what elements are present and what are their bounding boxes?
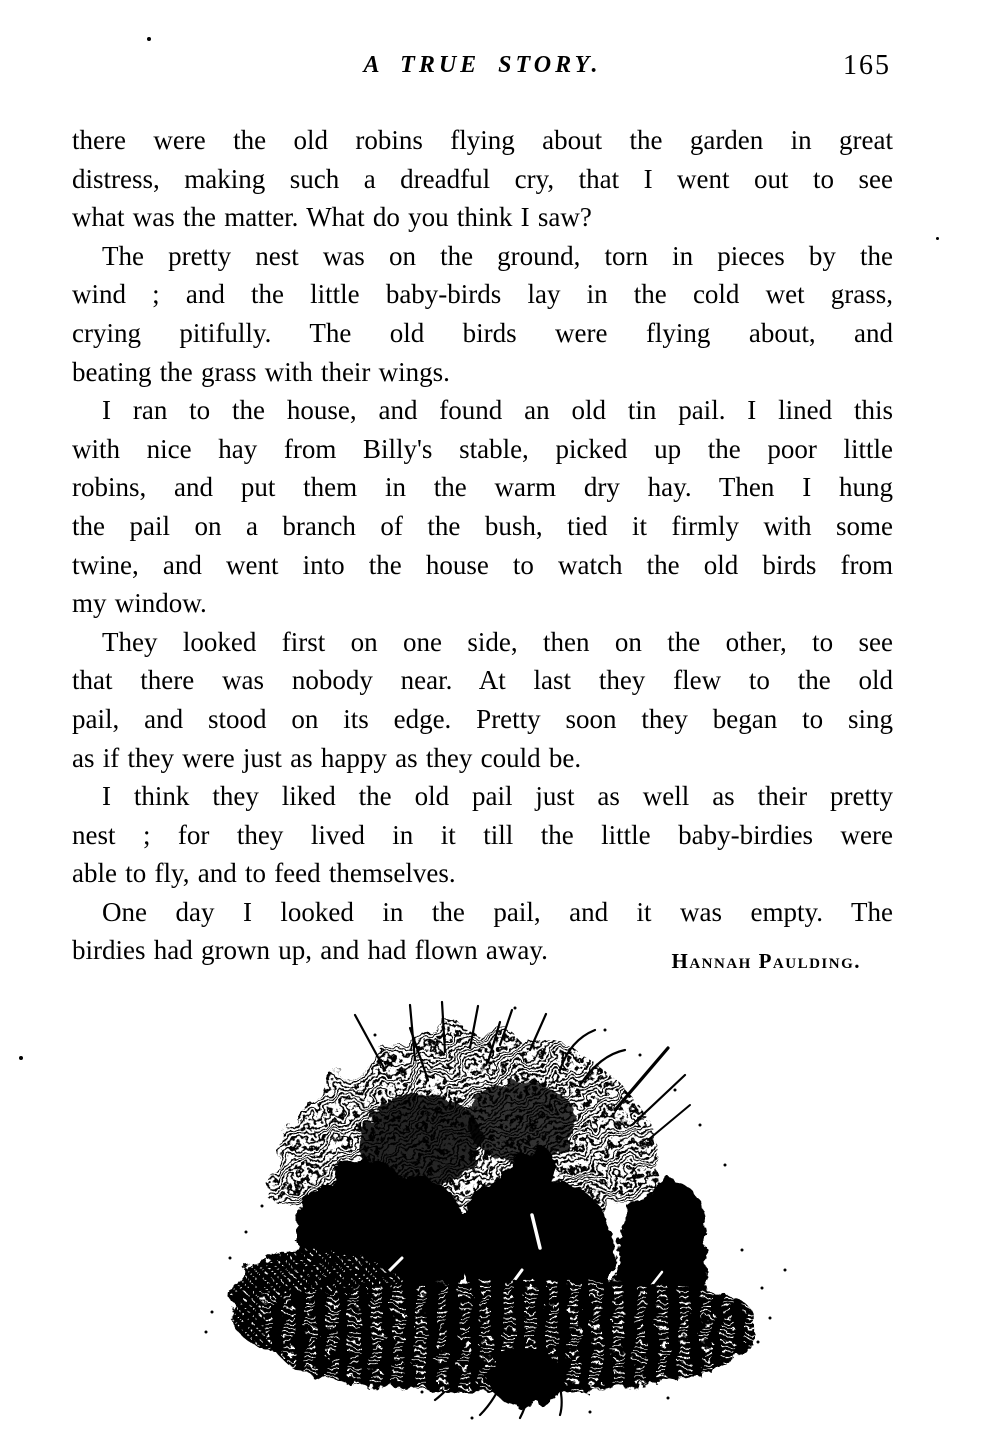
- text-line: twine, and went into the house to watch the old birds from: [72, 549, 893, 580]
- text-line: One day I looked in the pail, and it was empty. The: [102, 896, 893, 927]
- text-line: able to fly, and to feed themselves.: [72, 858, 456, 889]
- text-line: distress, making such a dreadful cry, that I went out to see: [72, 163, 893, 194]
- text-line: what was the matter. What do you think I saw?: [72, 202, 592, 233]
- text-line: my window.: [72, 588, 207, 619]
- text-line: robins, and put them in the warm dry hay. Then I hung: [72, 472, 893, 503]
- text-line: as if they were just as happy as they could be.: [72, 742, 582, 773]
- author-attribution: Hannah Paulding.: [671, 949, 861, 973]
- robins-engraving-illustration: [170, 1000, 830, 1425]
- paragraph: [72, 391, 893, 623]
- text-line: birdies had grown up, and had flown away.: [72, 935, 548, 966]
- paragraph: [72, 777, 893, 893]
- paragraph: [72, 237, 893, 391]
- ink-speck: [19, 1056, 23, 1060]
- text-line: I think they liked the old pail just as well as their pretty: [102, 781, 893, 812]
- text-line: there were the old robins flying about the garden in great: [72, 125, 893, 155]
- ink-speck: [147, 37, 151, 41]
- text-line: pail, and stood on its edge. Pretty soon they began to sing: [72, 703, 893, 734]
- text-line: nest ; for they lived in it till the little baby-birdies were: [72, 819, 893, 850]
- paragraph: [72, 623, 893, 777]
- story-text: [72, 121, 893, 970]
- text-line: The pretty nest was on the ground, torn in pieces by the: [102, 240, 893, 271]
- text-line: wind ; and the little baby-birds lay in the cold wet grass,: [72, 279, 893, 310]
- text-line: that there was nobody near. At last they flew to the old: [72, 665, 893, 696]
- text-line: I ran to the house, and found an old tin pail. I lined this: [102, 395, 893, 426]
- page-number: 165: [843, 50, 891, 81]
- text-line: beating the grass with their wings.: [72, 356, 450, 387]
- text-line: crying pitifully. The old birds were flying about, and: [72, 317, 893, 348]
- running-title: A TRUE STORY.: [363, 52, 602, 78]
- robins-illustration: [170, 1000, 830, 1425]
- ink-speck: [936, 237, 939, 240]
- text-line: with nice hay from Billy's stable, picked up the poor little: [72, 433, 893, 464]
- page-header: [72, 50, 893, 84]
- text-line: They looked first on one side, then on the other, to see: [102, 626, 893, 657]
- text-line: the pail on a branch of the bush, tied it firmly with some: [72, 510, 893, 541]
- paragraph: [72, 121, 893, 237]
